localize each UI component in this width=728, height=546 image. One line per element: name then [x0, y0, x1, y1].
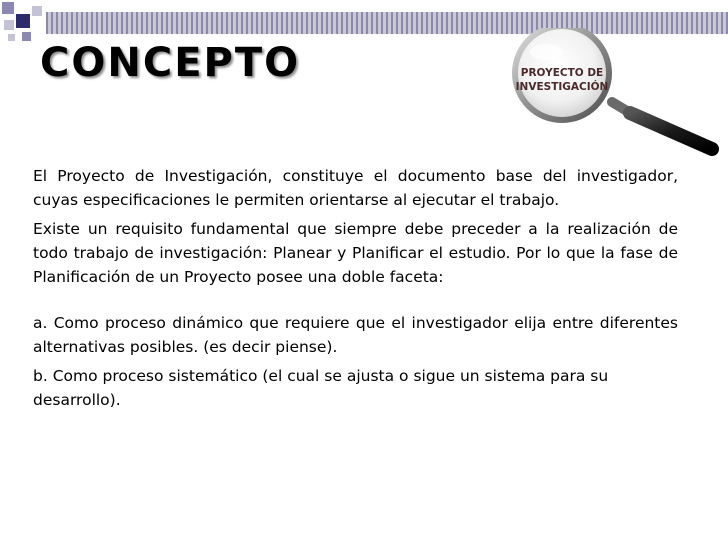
corner-square: [32, 6, 42, 16]
corner-square: [4, 20, 14, 30]
list-item-a: a. Como proceso dinámico que requiere que el investigador elija entre diferentes alternativas posibles. (es decir piense).: [33, 314, 678, 356]
paragraph-definition: El Proyecto de Investigación, constituye el documento base del investigador, cuyas especificaciones le permiten orientarse al ejecutar el trabajo.: [33, 167, 678, 209]
slide-body: [33, 164, 678, 417]
corner-square: [2, 2, 14, 14]
corner-square: [22, 32, 31, 41]
list-item-b: b. Como proceso sistemático (el cual se ajusta o sigue un sistema para su desarrollo).: [33, 367, 609, 409]
slide-title: CONCEPTO: [40, 40, 301, 86]
magnifier-label-line2: INVESTIGACIÓN: [515, 81, 609, 93]
magnifier-label-line1: PROYECTO DE: [520, 67, 604, 79]
corner-square: [16, 14, 30, 28]
magnifier-label: [512, 66, 612, 94]
corner-square: [8, 34, 15, 41]
paragraph-requirement: Existe un requisito fundamental que siempre debe preceder a la realización de todo trabajo de investigación: Planear y Planificar el estudio. Por lo que la fase de Planificación de un Proyecto posee una doble faceta:: [33, 220, 678, 286]
